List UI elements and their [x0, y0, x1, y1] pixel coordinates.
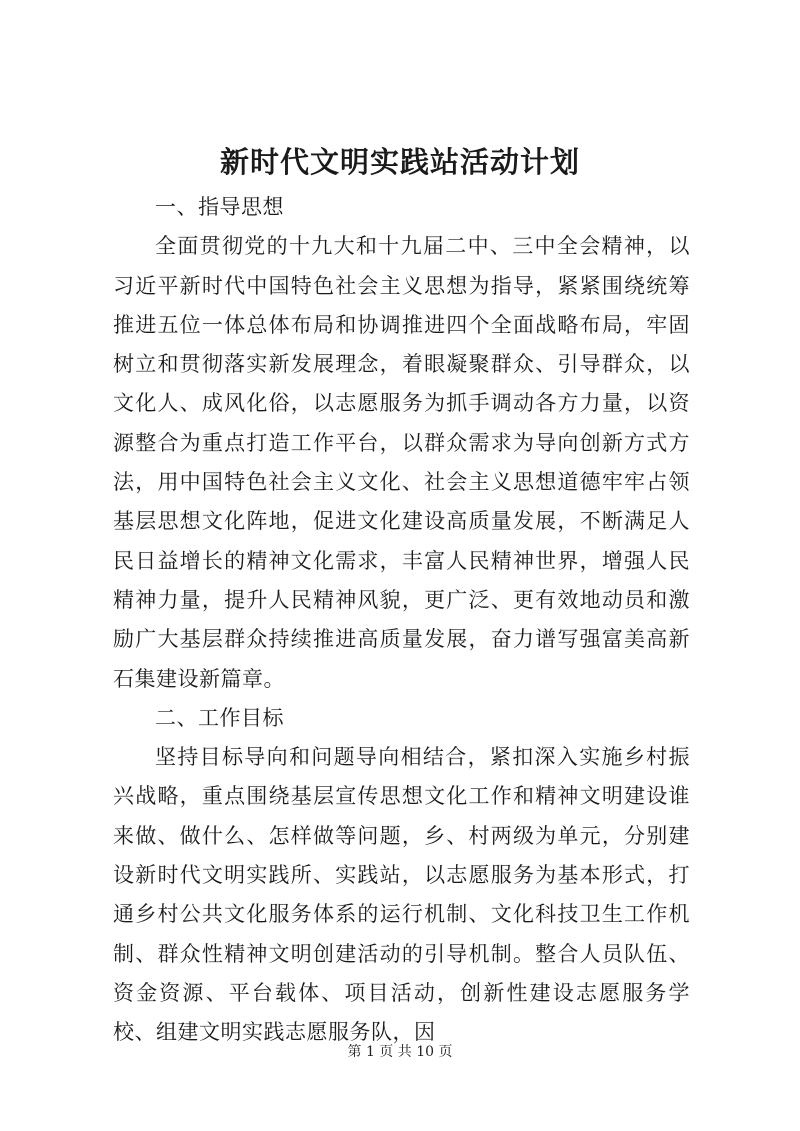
page-footer: 第 1 页 共 10 页	[347, 1044, 453, 1060]
section-heading-guiding-thought: 一、指导思想	[155, 195, 284, 219]
document-body	[113, 188, 690, 1053]
document-title: 新时代文明实践站活动计划	[219, 145, 580, 179]
section-paragraph-guiding-thought: 全面贯彻党的十九大和十九届二中、三中全会精神，以习近平新时代中国特色社会主义思想为指导，紧紧围绕统筹推进五位一体总体布局和协调推进四个全面战略布局，牢固树立和贯彻落实新发展理念，着眼凝聚群众、引导群众，以文化人、成风化俗，以志愿服务为抓手调动各方力量，以资源整合为重点打造工作平台，以群众需求为导向创新方式方法，用中国特色社会主义文化、社会主义思想道德牢牢占领基层思想文化阵地，促进文化建设高质量发展，不断满足人民日益增长的精神文化需求，丰富人民精神世界，增强人民精神力量，提升人民精神风貌，更广泛、更有效地动员和激励广大基层群众持续推进高质量发展，奋力谱写强富美高新石集建设新篇章。	[113, 234, 690, 691]
section-heading-work-goals: 二、工作目标	[155, 705, 284, 730]
section-paragraph-work-goals: 坚持目标导向和问题导向相结合，紧扣深入实施乡村振兴战略，重点围绕基层宣传思想文化工作和精神文明建设谁来做、做什么、怎样做等问题，乡、村两级为单元，分别建设新时代文明实践所、实践站，以志愿服务为基本形式，打通乡村公共文化服务体系的运行机制、文化科技卫生工作机制、群众性精神文明创建活动的引导机制。整合人员队伍、资金资源、平台载体、项目活动，创新性建设志愿服务学校、组建文明实践志愿服务队，因	[113, 745, 690, 1045]
